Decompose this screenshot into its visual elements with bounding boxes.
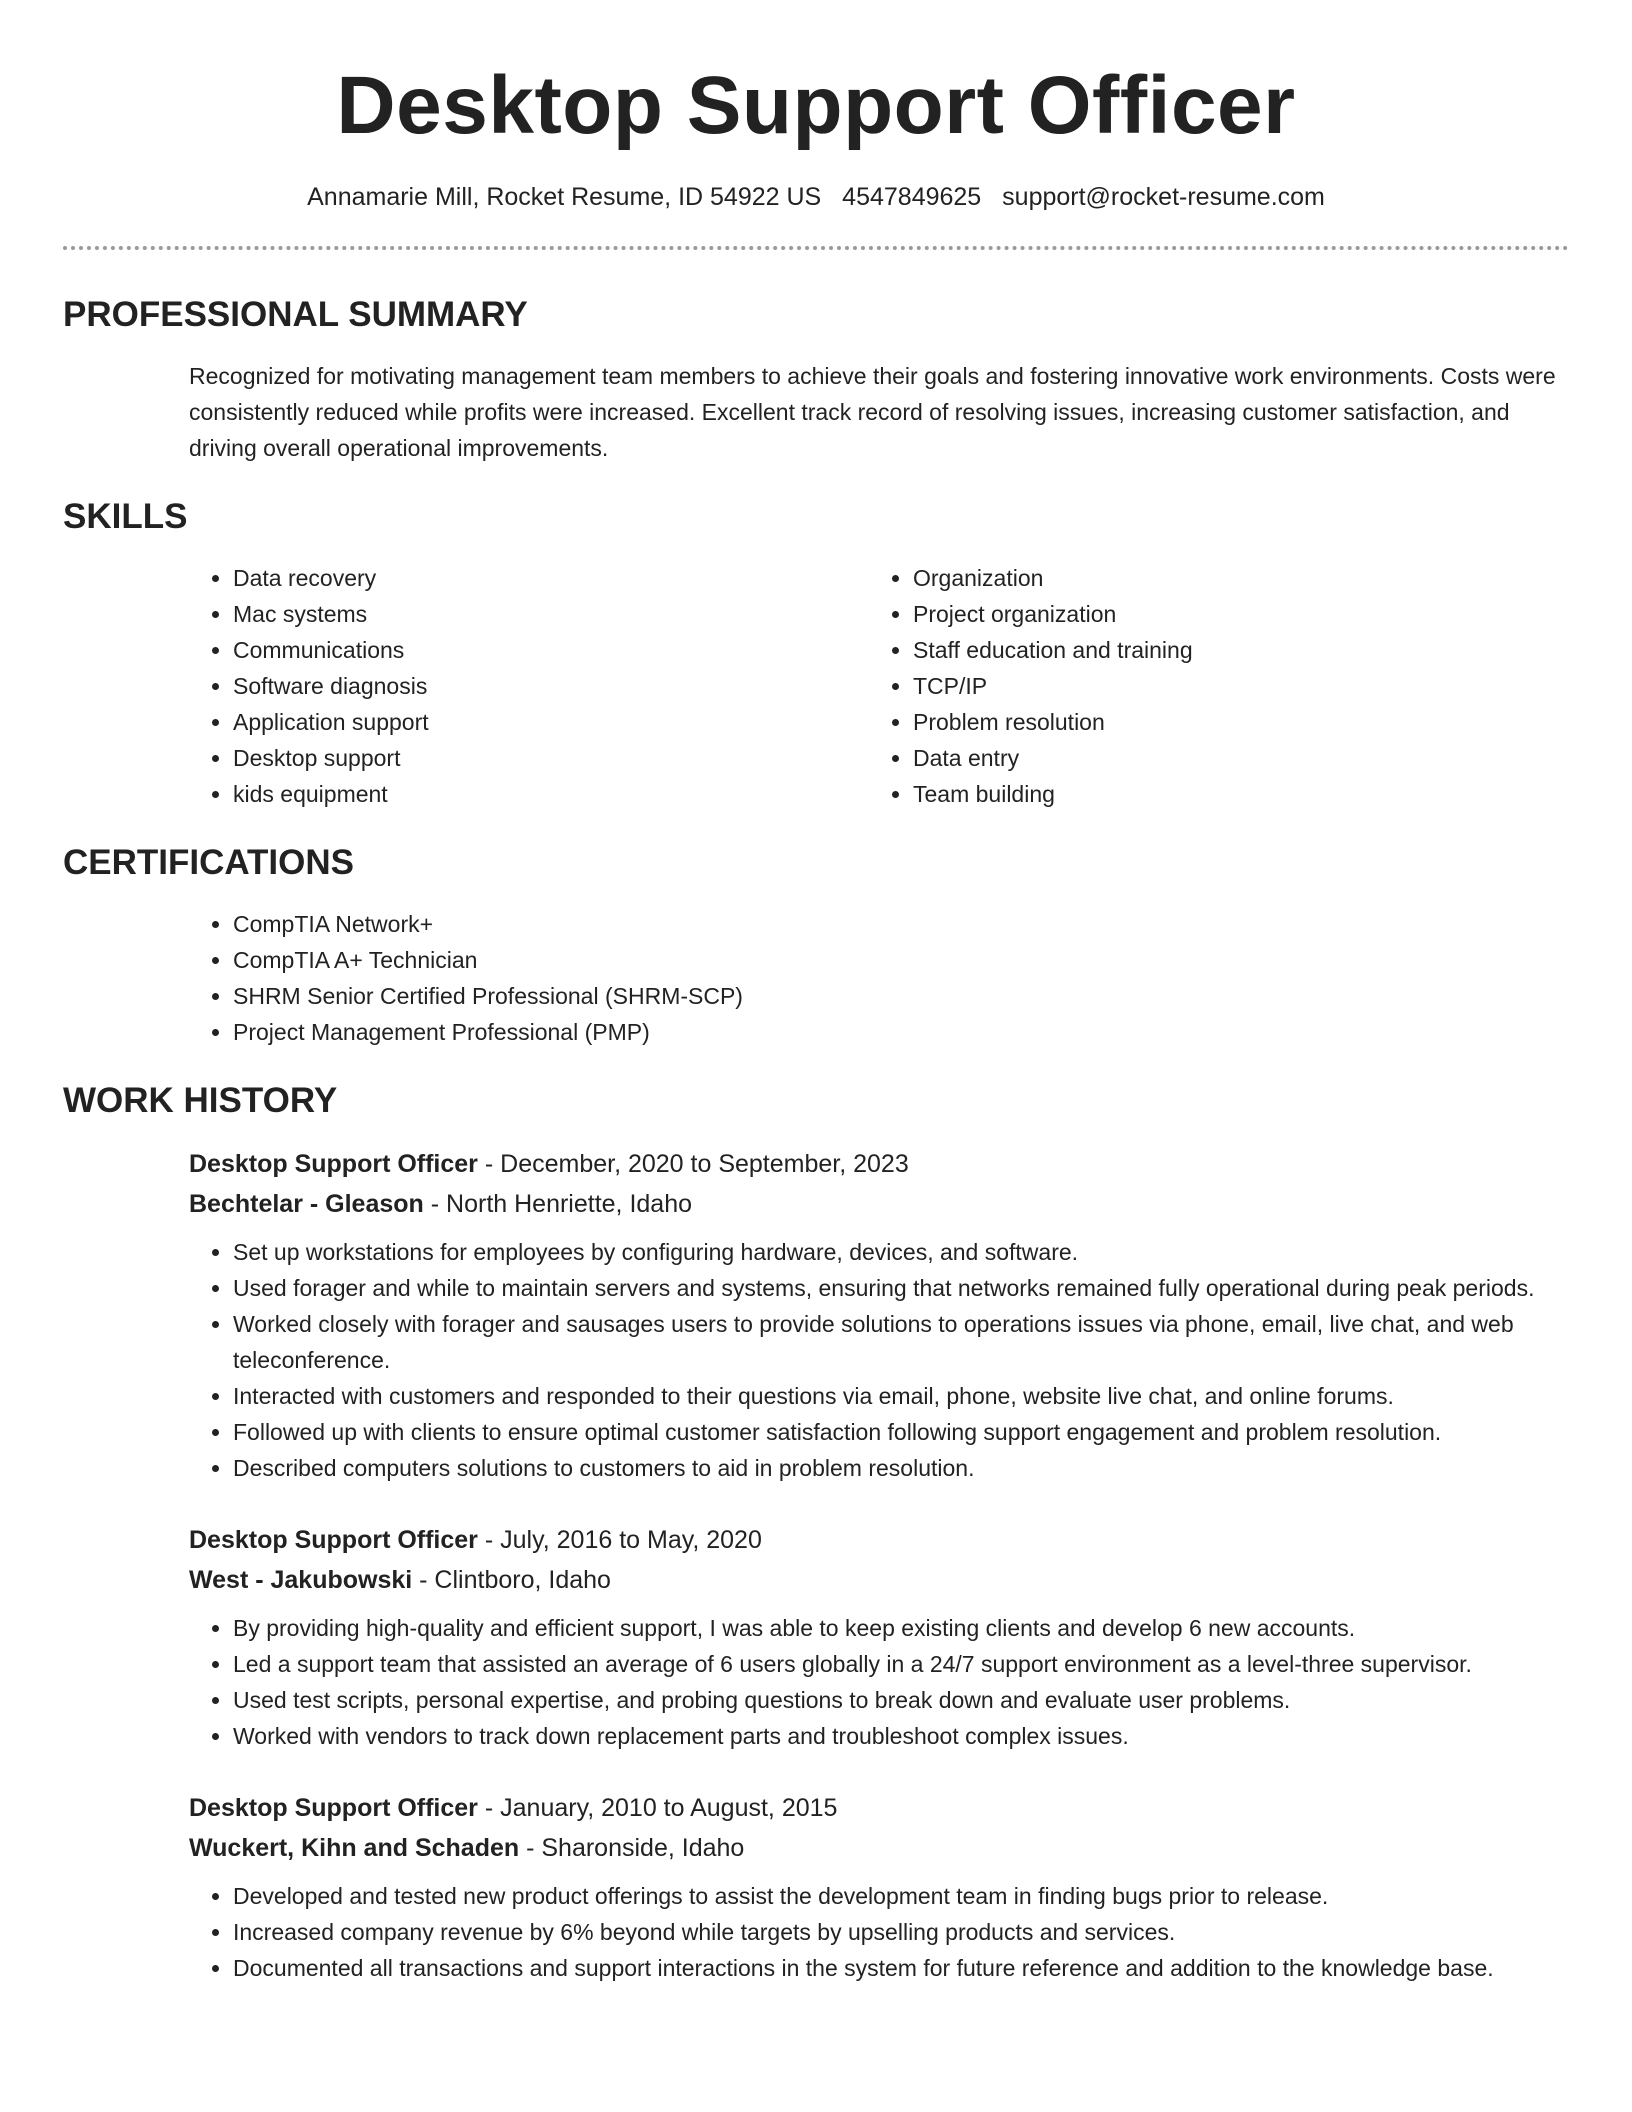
summary-heading: PROFESSIONAL SUMMARY — [63, 295, 528, 334]
certifications-section — [63, 842, 1569, 1050]
job-bullet: • Used test scripts, personal expertise, and probing questions to break down and evaluate user problems. — [233, 1682, 1569, 1718]
job-title-line — [189, 1788, 1569, 1828]
job-dates: - January, 2010 to August, 2015 — [477, 1794, 838, 1822]
certification-item: • CompTIA A+ Technician — [233, 942, 1569, 978]
job-bullet: • By providing high-quality and efficient support, I was able to keep existing clients and develop 6 new accounts. — [233, 1610, 1569, 1646]
skill-item: • TCP/IP — [913, 668, 1549, 704]
summary-text: Recognized for motivating management team members to achieve their goals and fostering innovative work environments. Costs were consistently reduced while profits were increased. Excellent track record of resolving issues, increasing customer satisfaction, and driving overall operational improvements. — [189, 363, 1556, 461]
job-title-line — [189, 1144, 1569, 1184]
jobs-list — [189, 1144, 1569, 1986]
work-history-heading: WORK HISTORY — [63, 1081, 338, 1120]
skill-item: • Data entry — [913, 740, 1549, 776]
job-company-line — [189, 1184, 1569, 1224]
skill-item: • Organization — [913, 560, 1549, 596]
job-bullet: • Interacted with customers and responded to their questions via email, phone, website live chat, and online forums. — [233, 1378, 1569, 1414]
job-role: Desktop Support Officer — [189, 1794, 478, 1822]
contact-line — [63, 180, 1569, 214]
header-divider — [63, 246, 1569, 250]
job-location: - Clintboro, Idaho — [412, 1566, 611, 1594]
job-location: - North Henriette, Idaho — [423, 1190, 693, 1218]
job-entry — [189, 1520, 1569, 1754]
contact-phone: 4547849625 — [842, 183, 982, 211]
skills-column-left — [189, 560, 869, 812]
job-bullet: • Worked closely with forager and sausages users to provide solutions to operations issues via phone, email, live chat, and web teleconference. — [233, 1306, 1569, 1378]
job-bullets — [189, 1878, 1569, 1986]
job-bullet: • Described computers solutions to customers to aid in problem resolution. — [233, 1450, 1569, 1486]
skills-columns — [189, 560, 1569, 812]
certification-item: • Project Management Professional (PMP) — [233, 1014, 1569, 1050]
skill-item: • kids equipment — [233, 776, 869, 812]
job-bullet: • Documented all transactions and support interactions in the system for future reference and addition to the knowledge base. — [233, 1950, 1569, 1986]
job-dates: - December, 2020 to September, 2023 — [477, 1150, 909, 1178]
certifications-list — [189, 906, 1569, 1050]
job-title-line — [189, 1520, 1569, 1560]
certification-item: • SHRM Senior Certified Professional (SHRM-SCP) — [233, 978, 1569, 1014]
job-company-line — [189, 1828, 1569, 1868]
skills-heading: SKILLS — [63, 497, 188, 536]
skill-item: • Problem resolution — [913, 704, 1549, 740]
job-bullet: • Developed and tested new product offerings to assist the development team in finding bugs prior to release. — [233, 1878, 1569, 1914]
job-bullet: • Used forager and while to maintain servers and systems, ensuring that networks remained fully operational during peak periods. — [233, 1270, 1569, 1306]
skill-item: • Staff education and training — [913, 632, 1549, 668]
skill-item: • Desktop support — [233, 740, 869, 776]
certifications-heading: CERTIFICATIONS — [63, 843, 355, 882]
job-entry — [189, 1144, 1569, 1486]
contact-email: support@rocket-resume.com — [1002, 183, 1325, 211]
job-entry — [189, 1788, 1569, 1986]
skill-item: • Mac systems — [233, 596, 869, 632]
skill-item: • Data recovery — [233, 560, 869, 596]
job-location: - Sharonside, Idaho — [519, 1834, 745, 1862]
job-role: Desktop Support Officer — [189, 1150, 478, 1178]
job-dates: - July, 2016 to May, 2020 — [477, 1526, 762, 1554]
summary-section — [63, 294, 1569, 466]
skill-item: • Application support — [233, 704, 869, 740]
certification-item: • CompTIA Network+ — [233, 906, 1569, 942]
job-bullet: • Followed up with clients to ensure optimal customer satisfaction following support engagement and problem resolution. — [233, 1414, 1569, 1450]
skill-item: • Communications — [233, 632, 869, 668]
skill-item: • Project organization — [913, 596, 1549, 632]
resume-title: Desktop Support Officer — [336, 60, 1296, 151]
job-bullet: • Worked with vendors to track down replacement parts and troubleshoot complex issues. — [233, 1718, 1569, 1754]
work-history-section — [63, 1080, 1569, 1986]
skill-item: • Team building — [913, 776, 1549, 812]
contact-address: Annamarie Mill, Rocket Resume, ID 54922 US — [307, 183, 822, 211]
job-bullet: • Increased company revenue by 6% beyond while targets by upselling products and services. — [233, 1914, 1569, 1950]
job-bullets — [189, 1234, 1569, 1486]
job-company: Bechtelar - Gleason — [189, 1190, 424, 1218]
skills-section — [63, 496, 1569, 812]
job-bullets — [189, 1610, 1569, 1754]
job-company-line — [189, 1560, 1569, 1600]
job-company: Wuckert, Kihn and Schaden — [189, 1834, 520, 1862]
job-company: West - Jakubowski — [189, 1566, 413, 1594]
job-bullet: • Set up workstations for employees by configuring hardware, devices, and software. — [233, 1234, 1569, 1270]
job-role: Desktop Support Officer — [189, 1526, 478, 1554]
job-bullet: • Led a support team that assisted an average of 6 users globally in a 24/7 support environment as a level-three supervisor. — [233, 1646, 1569, 1682]
skill-item: • Software diagnosis — [233, 668, 869, 704]
skills-column-right — [869, 560, 1549, 812]
